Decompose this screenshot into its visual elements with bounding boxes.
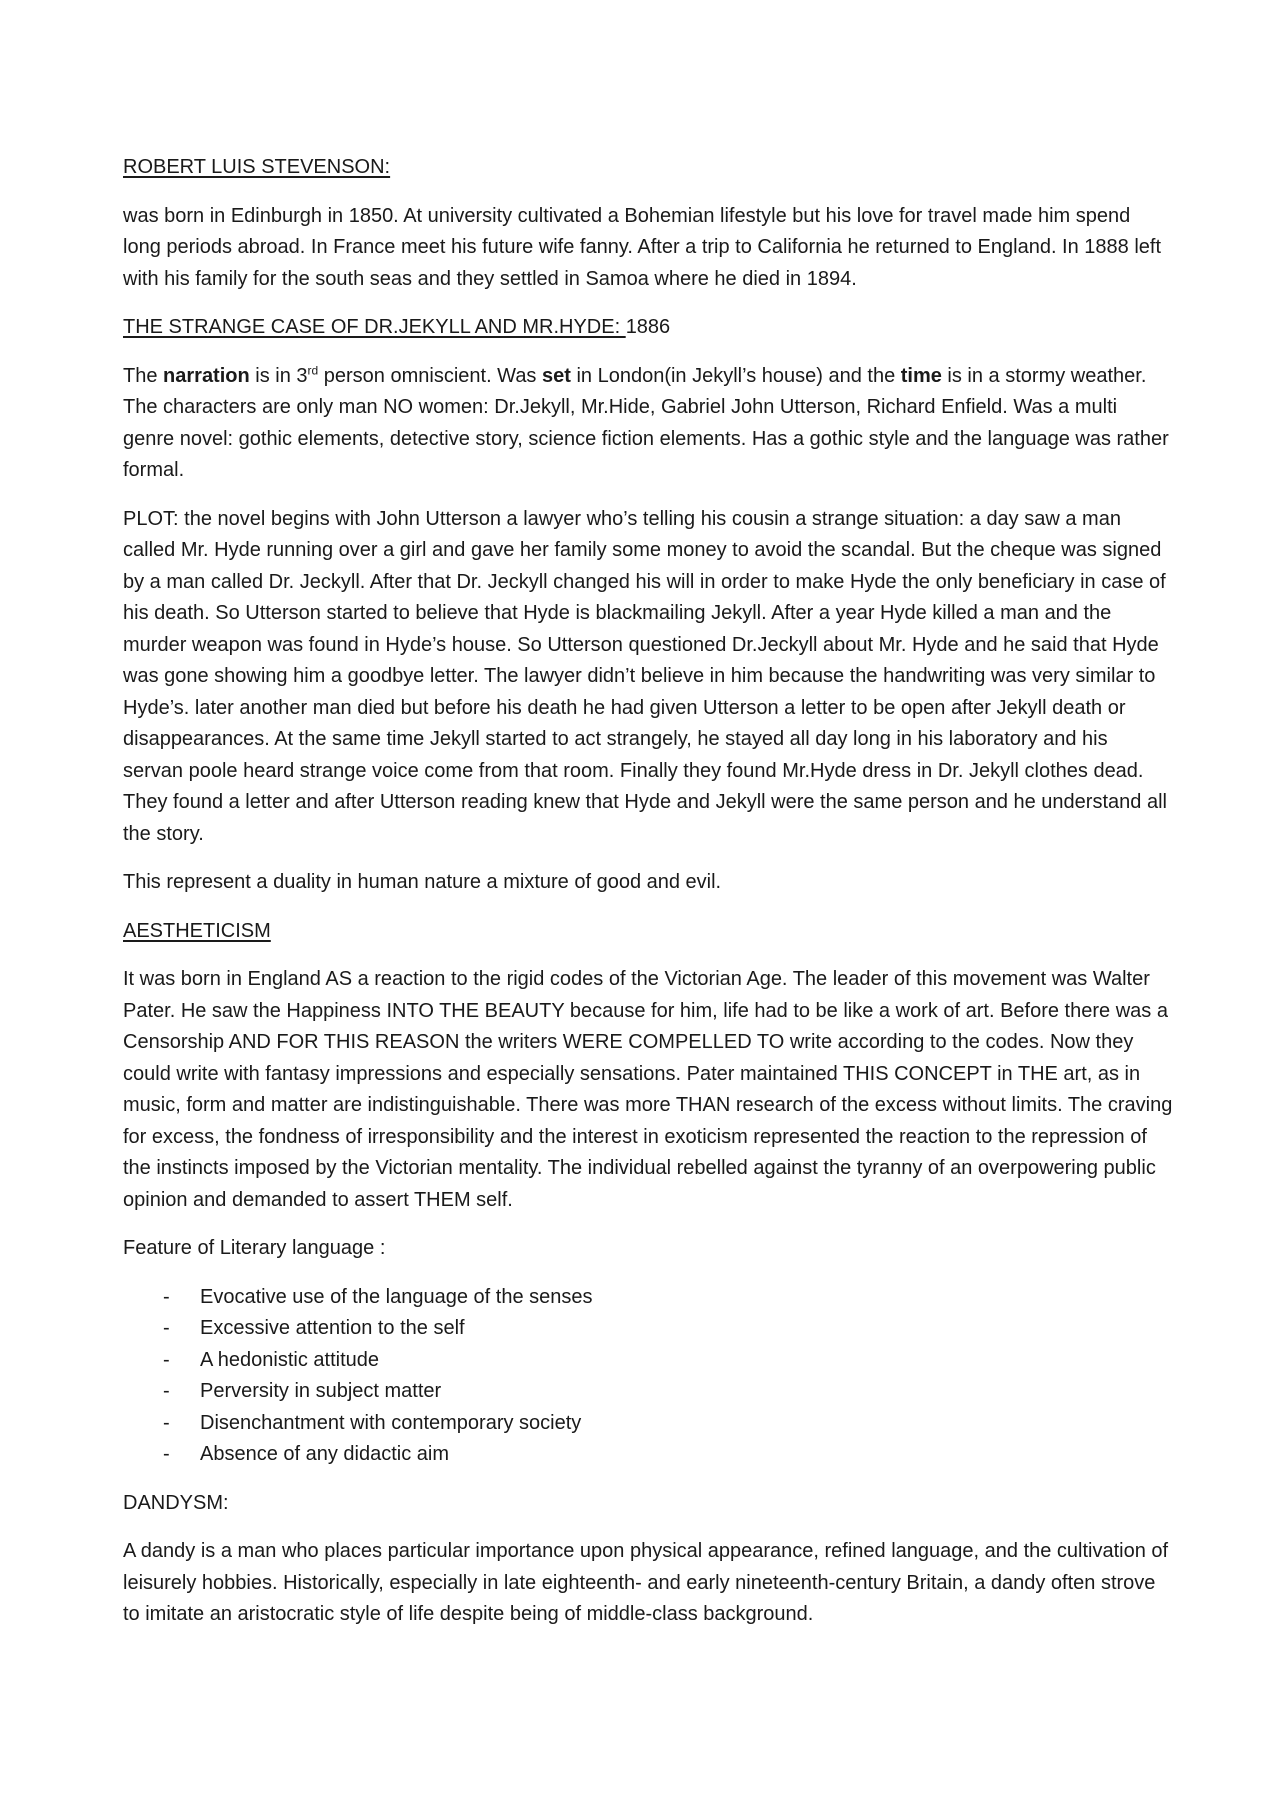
narration-bold: narration — [163, 364, 250, 387]
bullet-dash: - — [163, 1285, 170, 1308]
dandysm-heading: DANDYSM: — [123, 1491, 229, 1514]
set-bold: set — [542, 364, 571, 387]
narration-text-c: is in 3 — [249, 364, 308, 387]
features-list — [123, 1282, 1173, 1471]
stevenson-heading — [123, 152, 1173, 184]
list-item-text: Evocative use of the language of the senses — [200, 1285, 593, 1308]
bullet-dash: - — [163, 1348, 170, 1371]
duality-paragraph: This represent a duality in human nature a mixture of good and evil. — [123, 871, 722, 893]
aestheticism-heading — [123, 916, 1173, 948]
bullet-dash: - — [163, 1443, 170, 1465]
bullet-dash: - — [163, 1411, 170, 1434]
time-bold: time — [900, 364, 942, 387]
narration-text-a: The — [123, 364, 164, 387]
narration-paragraph — [123, 361, 1173, 487]
jekyll-hyde-heading — [123, 312, 1173, 344]
narration-text-f: is in a stormy weather. The characters are only man NO women: Dr.Jekyll, Mr.Hide, Gabriel John Utterson, Richard Enfield. Was a multi genre novel: gothic elements, detective story, science fiction elements. Has a gothic style and the language was rather formal. — [123, 364, 1169, 481]
bullet-dash: - — [163, 1380, 170, 1402]
dandysm-paragraph: A dandy is a man who places particular importance upon physical appearance, refined language, and the cultivation of leisurely hobbies. Historically, especially in late eighteenth- and early nineteenth-century Britain, a dandy often strove to imitate an aristocratic style of life despite being of middle-class background. — [123, 1540, 1169, 1625]
list-item — [123, 1313, 1173, 1345]
list-item — [123, 1345, 1173, 1377]
list-item — [123, 1408, 1173, 1440]
bullet-dash: - — [163, 1317, 170, 1339]
features-label: Feature of Literary language : — [123, 1237, 386, 1259]
stevenson-biography: was born in Edinburgh in 1850. At university cultivated a Bohemian lifestyle but his love for travel made him spend long periods abroad. In France meet his future wife fanny. After a trip to California he returned to England. In 1888 left with his family for the south seas and they settled in Samoa where he died in 1894. — [123, 204, 1162, 290]
list-item — [123, 1439, 1173, 1471]
document-body — [123, 152, 1173, 1648]
list-item-text: Excessive attention to the self — [200, 1317, 465, 1339]
narration-text-e: in London(in Jekyll’s house) and the — [570, 364, 901, 387]
list-item-text: Absence of any didactic aim — [200, 1443, 450, 1465]
aestheticism-heading-text: AESTHETICISM — [123, 919, 271, 942]
plot-paragraph: PLOT: the novel begins with John Utterson a lawyer who’s telling his cousin a strange situation: a day saw a man called Mr. Hyde running over a girl and gave her family some money to avoid the scandal. But the cheque was signed by a man called Dr. Jeckyll. After that Dr. Jeckyll changed his will in order to make Hyde the only beneficiary in case of his death. So Utterson started to believe that Hyde is blackmailing Jekyll. After a year Hyde killed a man and the murder weapon was found in Hyde’s house. So Utterson questioned Dr.Jeckyll about Mr. Hyde and he said that Hyde was gone showing him a goodbye letter. The lawyer didn’t believe in him because the handwriting was very similar to Hyde’s. later another man died but before his death he had given Utterson a letter to be open after Jekyll death or disappearances. At the same time Jekyll started to act strangely, he stayed all day long in his laboratory and his servan poole heard strange voice come from that room. Finally they found Mr.Hyde dress in Dr. Jekyll clothes dead. They found a letter and after Utterson reading knew that Hyde and Jekyll were the same person and he understand all the story. — [123, 507, 1167, 845]
list-item-text: Disenchantment with contemporary society — [200, 1411, 582, 1434]
list-item-text: Perversity in subject matter — [200, 1380, 442, 1402]
jekyll-hyde-year: 1886 — [625, 316, 671, 338]
aestheticism-paragraph: It was born in England AS a reaction to the rigid codes of the Victorian Age. The leader of this movement was Walter Pater. He saw the Happiness INTO THE BEAUTY because for him, life had to be like a work of art. Before there was a Censorship AND FOR THIS REASON the writers WERE COMPELLED TO write according to the codes. Now they could write with fantasy impressions and especially sensations. Pater maintained THIS CONCEPT in THE art, as in music, form and matter are indistinguishable. There was more THAN research of the excess without limits. The craving for excess, the fondness of irresponsibility and the interest in exoticism represented the reaction to the repression of the instincts imposed by the Victorian mentality. The individual rebelled against the tyranny of an overpowering public opinion and demanded to assert THEM self. — [123, 968, 1173, 1211]
ordinal-superscript: rd — [307, 362, 319, 377]
list-item — [123, 1282, 1173, 1314]
jekyll-hyde-title: THE STRANGE CASE OF DR.JEKYLL AND MR.HYDE: — [123, 316, 626, 338]
narration-text-d: person omniscient. Was — [318, 364, 542, 387]
stevenson-heading-text: ROBERT LUIS STEVENSON: — [123, 156, 391, 178]
list-item — [123, 1376, 1173, 1408]
list-item-text: A hedonistic attitude — [200, 1348, 380, 1371]
